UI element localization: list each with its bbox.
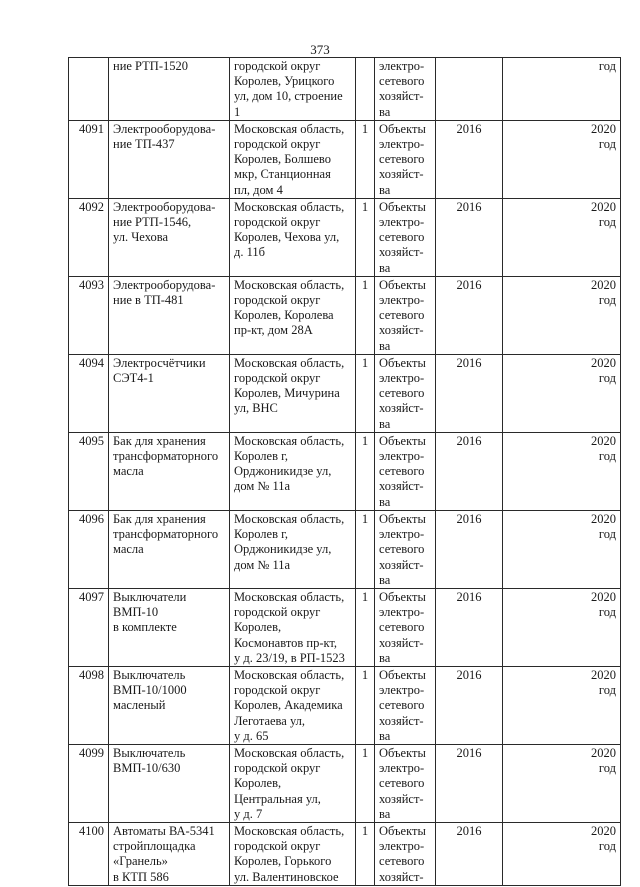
table-row-continuation (69, 58, 621, 121)
cell-address: Московская область, городской округ Королев, Болшево мкр, Станционная пл, дом 4 (230, 120, 356, 198)
cell-name: Электросчётчики СЭТ4-1 (109, 354, 230, 432)
cell-quantity: 1 (356, 120, 375, 198)
table-row (69, 666, 621, 744)
cell-done: 2020 год (503, 744, 621, 822)
cell-address: Московская область, городской округ Королев, Центральная ул, у д. 7 (230, 744, 356, 822)
cell-number: 4093 (69, 276, 109, 354)
cell-name: Бак для хранения трансформаторного масла (109, 510, 230, 588)
cell-address: Московская область, городской округ Королев, Академика Леготаева ул, у д. 65 (230, 666, 356, 744)
cell-type: Объекты электро- сетевого хозяйст- ва (375, 198, 436, 276)
cell-year: 2016 (436, 354, 503, 432)
cell-quantity: 1 (356, 666, 375, 744)
cell-type: Объекты электро- сетевого хозяйст- ва (375, 588, 436, 666)
cell-done: 2020 год (503, 510, 621, 588)
cell-number: 4096 (69, 510, 109, 588)
table-row (69, 120, 621, 198)
cell-year: 2016 (436, 666, 503, 744)
table-row (69, 432, 621, 510)
table-row (69, 822, 621, 885)
table-row (69, 744, 621, 822)
cell-address: Московская область, Королев г, Орджоникидзе ул, дом № 11а (230, 510, 356, 588)
cell-name: Электрооборудова- ние ТП-437 (109, 120, 230, 198)
cell-year: 2016 (436, 276, 503, 354)
cell-quantity: 1 (356, 276, 375, 354)
cell-quantity (356, 58, 375, 121)
cell-name: Выключатель ВМП-10/630 (109, 744, 230, 822)
cell-name: Выключатели ВМП-10 в комплекте (109, 588, 230, 666)
cell-address: Московская область, городской округ Королев, Космонавтов пр-кт, у д. 23/19, в РП-1523 (230, 588, 356, 666)
cell-done: год (503, 58, 621, 121)
cell-number: 4097 (69, 588, 109, 666)
table-row (69, 198, 621, 276)
table-row (69, 588, 621, 666)
cell-done: 2020 год (503, 276, 621, 354)
table-row (69, 354, 621, 432)
cell-year: 2016 (436, 588, 503, 666)
cell-type: Объекты электро- сетевого хозяйст- ва (375, 510, 436, 588)
cell-type: Объекты электро- сетевого хозяйст- ва (375, 120, 436, 198)
cell-done: 2020 год (503, 198, 621, 276)
cell-year: 2016 (436, 432, 503, 510)
cell-quantity: 1 (356, 198, 375, 276)
cell-number: 4094 (69, 354, 109, 432)
property-registry-table (68, 57, 621, 886)
table-row (69, 276, 621, 354)
cell-year: 2016 (436, 510, 503, 588)
cell-address: Московская область, Королев г, Орджоникидзе ул, дом № 11а (230, 432, 356, 510)
cell-done: 2020 год (503, 120, 621, 198)
cell-quantity: 1 (356, 822, 375, 885)
cell-year: 2016 (436, 120, 503, 198)
cell-done: 2020 год (503, 666, 621, 744)
cell-address: Московская область, городской округ Королев, Чехова ул, д. 11б (230, 198, 356, 276)
cell-address: городской округ Королев, Урицкого ул, дом 10, строение 1 (230, 58, 356, 121)
cell-quantity: 1 (356, 432, 375, 510)
cell-type: Объекты электро- сетевого хозяйст- (375, 822, 436, 885)
cell-name: Электрооборудова- ние в ТП-481 (109, 276, 230, 354)
cell-type: Объекты электро- сетевого хозяйст- ва (375, 276, 436, 354)
cell-year: 2016 (436, 198, 503, 276)
cell-number (69, 58, 109, 121)
cell-type: электро- сетевого хозяйст- ва (375, 58, 436, 121)
cell-address: Московская область, городской округ Королев, Мичурина ул, ВНС (230, 354, 356, 432)
page-number: 373 (310, 42, 330, 57)
cell-number: 4098 (69, 666, 109, 744)
cell-address: Московская область, городской округ Королев, Горького ул. Валентиновское (230, 822, 356, 885)
cell-type: Объекты электро- сетевого хозяйст- ва (375, 744, 436, 822)
cell-quantity: 1 (356, 510, 375, 588)
cell-name: Выключатель ВМП-10/1000 масленый (109, 666, 230, 744)
cell-quantity: 1 (356, 588, 375, 666)
cell-number: 4099 (69, 744, 109, 822)
cell-quantity: 1 (356, 744, 375, 822)
cell-name: Автоматы ВА-5341 стройплощадка «Гранель» в КТП 586 (109, 822, 230, 885)
cell-number: 4100 (69, 822, 109, 885)
table-row (69, 510, 621, 588)
cell-name: Бак для хранения трансформаторного масла (109, 432, 230, 510)
cell-type: Объекты электро- сетевого хозяйст- ва (375, 354, 436, 432)
cell-name: Электрооборудова- ние РТП-1546, ул. Чехова (109, 198, 230, 276)
cell-address: Московская область, городской округ Королев, Королева пр-кт, дом 28А (230, 276, 356, 354)
cell-type: Объекты электро- сетевого хозяйст- ва (375, 666, 436, 744)
cell-quantity: 1 (356, 354, 375, 432)
cell-done: 2020 год (503, 822, 621, 885)
cell-type: Объекты электро- сетевого хозяйст- ва (375, 432, 436, 510)
cell-done: 2020 год (503, 432, 621, 510)
cell-year (436, 58, 503, 121)
cell-year: 2016 (436, 822, 503, 885)
cell-year: 2016 (436, 744, 503, 822)
cell-name: ние РТП-1520 (109, 58, 230, 121)
cell-done: 2020 год (503, 588, 621, 666)
cell-number: 4091 (69, 120, 109, 198)
cell-number: 4095 (69, 432, 109, 510)
cell-number: 4092 (69, 198, 109, 276)
cell-done: 2020 год (503, 354, 621, 432)
